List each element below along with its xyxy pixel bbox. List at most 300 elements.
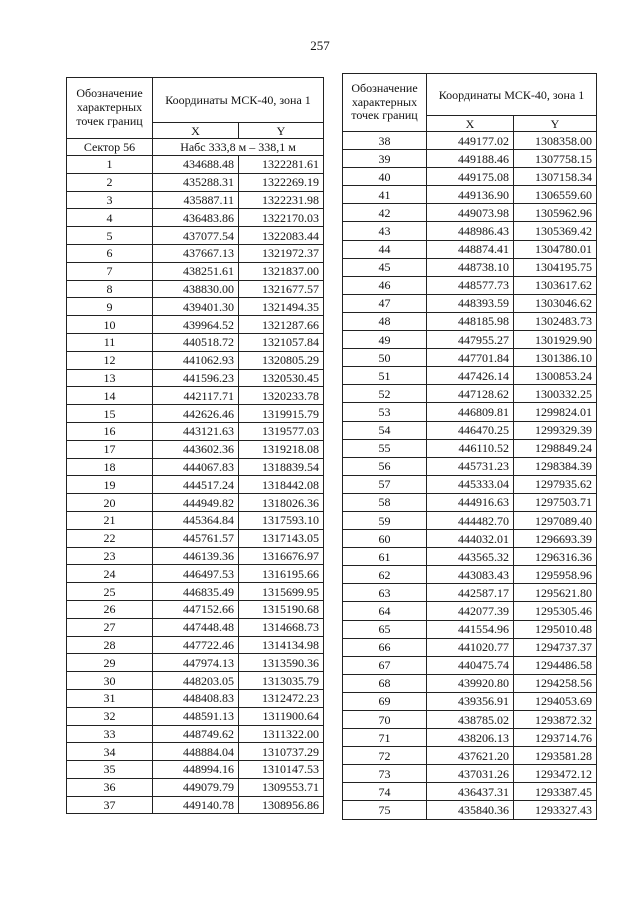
point-number-cell: 34 (67, 743, 153, 761)
point-number-cell: 30 (67, 672, 153, 690)
x-coordinate-cell: 441596.23 (153, 369, 239, 387)
table-row (343, 656, 597, 674)
table-row (343, 168, 597, 186)
y-coordinate-cell: 1293327.43 (514, 801, 597, 819)
point-number-cell: 68 (343, 674, 427, 692)
y-coordinate-cell: 1295010.48 (514, 620, 597, 638)
x-coordinate-cell: 442587.17 (427, 584, 514, 602)
table-row (67, 333, 324, 351)
y-coordinate-cell: 1294737.37 (514, 638, 597, 656)
table-row (343, 294, 597, 312)
x-coordinate-cell: 445333.04 (427, 475, 514, 493)
table-row (343, 692, 597, 710)
table-row (67, 244, 324, 262)
x-coordinate-cell: 449175.08 (427, 168, 514, 186)
x-coordinate-cell: 438251.61 (153, 262, 239, 280)
x-coordinate-cell: 448577.73 (427, 276, 514, 294)
point-number-cell: 48 (343, 312, 427, 330)
x-coordinate-cell: 437621.20 (427, 747, 514, 765)
y-coordinate-cell: 1310737.29 (239, 743, 324, 761)
table-row (67, 227, 324, 245)
y-coordinate-cell: 1313590.36 (239, 654, 324, 672)
y-coordinate-cell: 1294053.69 (514, 692, 597, 710)
x-coordinate-cell: 443083.43 (427, 566, 514, 584)
table-row (67, 351, 324, 369)
point-number-cell: 51 (343, 367, 427, 385)
x-coordinate-cell: 444949.82 (153, 494, 239, 512)
y-coordinate-cell: 1312472.23 (239, 689, 324, 707)
coordinates-title-header: Координаты МСК-40, зона 1 (153, 78, 324, 123)
point-number-cell: 39 (343, 150, 427, 168)
x-coordinate-cell: 444067.83 (153, 458, 239, 476)
table-row (343, 403, 597, 421)
point-number-cell: 18 (67, 458, 153, 476)
x-coordinate-cell: 449140.78 (153, 796, 239, 814)
x-coordinate-cell: 445364.84 (153, 511, 239, 529)
y-coordinate-cell: 1295305.46 (514, 602, 597, 620)
y-coordinate-cell: 1322083.44 (239, 227, 324, 245)
table-row (67, 405, 324, 423)
y-coordinate-cell: 1321057.84 (239, 333, 324, 351)
x-coordinate-cell: 436437.31 (427, 783, 514, 801)
y-coordinate-cell: 1305962.96 (514, 204, 597, 222)
table-row (343, 566, 597, 584)
table-row (343, 620, 597, 638)
y-coordinate-cell: 1318442.08 (239, 476, 324, 494)
point-number-cell: 75 (343, 801, 427, 819)
x-coordinate-cell: 437031.26 (427, 765, 514, 783)
table-row (67, 369, 324, 387)
coordinates-title-header: Координаты МСК-40, зона 1 (427, 74, 597, 116)
x-coordinate-cell: 449188.46 (427, 150, 514, 168)
point-number-cell: 55 (343, 439, 427, 457)
x-coordinate-cell: 447448.48 (153, 618, 239, 636)
table-row (67, 743, 324, 761)
y-coordinate-cell: 1322231.98 (239, 191, 324, 209)
point-number-cell: 72 (343, 747, 427, 765)
y-coordinate-cell: 1294486.58 (514, 656, 597, 674)
table-row (343, 711, 597, 729)
table-row (67, 262, 324, 280)
y-coordinate-cell: 1307758.15 (514, 150, 597, 168)
y-coordinate-cell: 1313035.79 (239, 672, 324, 690)
y-coordinate-cell: 1309553.71 (239, 778, 324, 796)
point-number-cell: 67 (343, 656, 427, 674)
point-number-cell: 25 (67, 583, 153, 601)
point-number-cell: 8 (67, 280, 153, 298)
table-row (343, 204, 597, 222)
point-number-cell: 7 (67, 262, 153, 280)
x-coordinate-cell: 448749.62 (153, 725, 239, 743)
point-number-cell: 11 (67, 333, 153, 351)
table-row (67, 422, 324, 440)
point-number-cell: 64 (343, 602, 427, 620)
point-number-cell: 45 (343, 258, 427, 276)
y-coordinate-cell: 1319577.03 (239, 422, 324, 440)
sector-height-range: Набс 333,8 м – 338,1 м (153, 139, 324, 156)
y-coordinate-cell: 1314134.98 (239, 636, 324, 654)
table-row (343, 258, 597, 276)
x-coordinate-cell: 441062.93 (153, 351, 239, 369)
table-row (67, 387, 324, 405)
y-coordinate-cell: 1321494.35 (239, 298, 324, 316)
y-coordinate-cell: 1322281.61 (239, 156, 324, 174)
x-coordinate-cell: 448393.59 (427, 294, 514, 312)
y-coordinate-cell: 1301929.90 (514, 331, 597, 349)
y-coordinate-cell: 1318839.54 (239, 458, 324, 476)
point-number-cell: 29 (67, 654, 153, 672)
point-number-cell: 19 (67, 476, 153, 494)
table-row (67, 778, 324, 796)
coordinates-table-left (66, 77, 324, 814)
point-number-cell: 13 (67, 369, 153, 387)
table-row (67, 636, 324, 654)
y-coordinate-cell: 1314668.73 (239, 618, 324, 636)
y-coordinate-cell: 1320530.45 (239, 369, 324, 387)
y-coordinate-cell: 1297503.71 (514, 493, 597, 511)
x-coordinate-cell: 448994.16 (153, 761, 239, 779)
x-coordinate-cell: 435840.36 (427, 801, 514, 819)
y-coordinate-cell: 1303617.62 (514, 276, 597, 294)
point-number-cell: 59 (343, 511, 427, 529)
y-coordinate-cell: 1293387.45 (514, 783, 597, 801)
point-number-cell: 28 (67, 636, 153, 654)
x-coordinate-cell: 448185.98 (427, 312, 514, 330)
y-column-header: Y (239, 123, 324, 139)
table-row (67, 565, 324, 583)
y-coordinate-cell: 1319915.79 (239, 405, 324, 423)
point-number-cell: 40 (343, 168, 427, 186)
y-coordinate-cell: 1315699.95 (239, 583, 324, 601)
y-coordinate-cell: 1295958.96 (514, 566, 597, 584)
table-row (343, 240, 597, 258)
point-number-cell: 22 (67, 529, 153, 547)
point-number-cell: 54 (343, 421, 427, 439)
y-coordinate-cell: 1316195.66 (239, 565, 324, 583)
point-number-cell: 56 (343, 457, 427, 475)
x-coordinate-cell: 446835.49 (153, 583, 239, 601)
table-row (343, 276, 597, 294)
table-row (67, 440, 324, 458)
x-coordinate-cell: 447722.46 (153, 636, 239, 654)
point-number-cell: 53 (343, 403, 427, 421)
x-coordinate-cell: 440518.72 (153, 333, 239, 351)
table-row (67, 494, 324, 512)
y-coordinate-cell: 1308358.00 (514, 132, 597, 150)
x-coordinate-cell: 439401.30 (153, 298, 239, 316)
x-coordinate-cell: 441020.77 (427, 638, 514, 656)
y-coordinate-cell: 1296316.36 (514, 548, 597, 566)
y-coordinate-cell: 1320805.29 (239, 351, 324, 369)
point-number-cell: 26 (67, 600, 153, 618)
x-coordinate-cell: 438830.00 (153, 280, 239, 298)
y-coordinate-cell: 1322269.19 (239, 173, 324, 191)
y-coordinate-cell: 1321972.37 (239, 244, 324, 262)
point-number-cell: 17 (67, 440, 153, 458)
x-coordinate-cell: 442077.39 (427, 602, 514, 620)
table-row (343, 331, 597, 349)
table-row (343, 530, 597, 548)
x-coordinate-cell: 436483.86 (153, 209, 239, 227)
point-number-cell: 31 (67, 689, 153, 707)
table-row (67, 316, 324, 334)
point-number-cell: 52 (343, 385, 427, 403)
point-number-cell: 5 (67, 227, 153, 245)
x-coordinate-cell: 447701.84 (427, 349, 514, 367)
point-number-cell: 21 (67, 511, 153, 529)
point-number-cell: 65 (343, 620, 427, 638)
table-row (67, 298, 324, 316)
point-number-cell: 2 (67, 173, 153, 191)
point-number-cell: 23 (67, 547, 153, 565)
page-number: 257 (310, 38, 330, 53)
table-row (67, 707, 324, 725)
x-coordinate-cell: 442117.71 (153, 387, 239, 405)
point-number-cell: 66 (343, 638, 427, 656)
x-coordinate-cell: 449073.98 (427, 204, 514, 222)
x-coordinate-cell: 438785.02 (427, 711, 514, 729)
x-coordinate-cell: 444916.63 (427, 493, 514, 511)
x-coordinate-cell: 447426.14 (427, 367, 514, 385)
x-coordinate-cell: 448986.43 (427, 222, 514, 240)
x-coordinate-cell: 440475.74 (427, 656, 514, 674)
point-number-cell: 37 (67, 796, 153, 814)
x-coordinate-cell: 448203.05 (153, 672, 239, 690)
point-number-cell: 47 (343, 294, 427, 312)
table-row (67, 458, 324, 476)
y-coordinate-cell: 1293472.12 (514, 765, 597, 783)
y-coordinate-cell: 1311900.64 (239, 707, 324, 725)
y-coordinate-cell: 1293872.32 (514, 711, 597, 729)
table-row (67, 761, 324, 779)
x-coordinate-cell: 438206.13 (427, 729, 514, 747)
table-row (67, 654, 324, 672)
point-number-cell: 49 (343, 331, 427, 349)
point-number-cell: 32 (67, 707, 153, 725)
y-coordinate-cell: 1317593.10 (239, 511, 324, 529)
point-number-cell: 1 (67, 156, 153, 174)
x-coordinate-cell: 442626.46 (153, 405, 239, 423)
point-number-cell: 62 (343, 566, 427, 584)
point-number-cell: 41 (343, 186, 427, 204)
table-row (67, 511, 324, 529)
y-coordinate-cell: 1322170.03 (239, 209, 324, 227)
table-row (343, 475, 597, 493)
y-coordinate-cell: 1305369.42 (514, 222, 597, 240)
x-coordinate-cell: 446139.36 (153, 547, 239, 565)
table-row (343, 493, 597, 511)
table-row (343, 801, 597, 819)
y-coordinate-cell: 1296693.39 (514, 530, 597, 548)
x-coordinate-cell: 447955.27 (427, 331, 514, 349)
coordinates-rows-right (343, 132, 597, 820)
table-row (67, 672, 324, 690)
table-row (343, 132, 597, 150)
y-coordinate-cell: 1298849.24 (514, 439, 597, 457)
point-number-cell: 43 (343, 222, 427, 240)
point-number-cell: 20 (67, 494, 153, 512)
x-coordinate-cell: 445761.57 (153, 529, 239, 547)
table-row (343, 150, 597, 168)
table-row (343, 548, 597, 566)
table-row (343, 602, 597, 620)
points-designation-header: Обозначение характерных точек границ (67, 78, 153, 139)
y-coordinate-cell: 1297089.40 (514, 511, 597, 529)
y-coordinate-cell: 1311322.00 (239, 725, 324, 743)
point-number-cell: 14 (67, 387, 153, 405)
point-number-cell: 73 (343, 765, 427, 783)
y-column-header: Y (514, 116, 597, 132)
y-coordinate-cell: 1316676.97 (239, 547, 324, 565)
table-row (67, 600, 324, 618)
point-number-cell: 35 (67, 761, 153, 779)
y-coordinate-cell: 1295621.80 (514, 584, 597, 602)
point-number-cell: 36 (67, 778, 153, 796)
table-row (343, 638, 597, 656)
table-row (343, 421, 597, 439)
table-row (67, 476, 324, 494)
x-coordinate-cell: 446470.25 (427, 421, 514, 439)
x-coordinate-cell: 449177.02 (427, 132, 514, 150)
points-designation-header: Обозначение характерных точек границ (343, 74, 427, 132)
y-coordinate-cell: 1315190.68 (239, 600, 324, 618)
point-number-cell: 42 (343, 204, 427, 222)
table-row (67, 209, 324, 227)
point-number-cell: 69 (343, 692, 427, 710)
table-row (67, 191, 324, 209)
table-row (343, 222, 597, 240)
point-number-cell: 6 (67, 244, 153, 262)
y-coordinate-cell: 1304780.01 (514, 240, 597, 258)
y-coordinate-cell: 1317143.05 (239, 529, 324, 547)
y-coordinate-cell: 1321677.57 (239, 280, 324, 298)
y-coordinate-cell: 1297935.62 (514, 475, 597, 493)
y-coordinate-cell: 1307158.34 (514, 168, 597, 186)
point-number-cell: 70 (343, 711, 427, 729)
table-row (343, 457, 597, 475)
table-row (343, 511, 597, 529)
x-coordinate-cell: 448738.10 (427, 258, 514, 276)
table-row (343, 674, 597, 692)
x-coordinate-cell: 447152.66 (153, 600, 239, 618)
point-number-cell: 33 (67, 725, 153, 743)
x-coordinate-cell: 445731.23 (427, 457, 514, 475)
x-coordinate-cell: 439356.91 (427, 692, 514, 710)
point-number-cell: 60 (343, 530, 427, 548)
x-coordinate-cell: 434688.48 (153, 156, 239, 174)
point-number-cell: 15 (67, 405, 153, 423)
point-number-cell: 46 (343, 276, 427, 294)
y-coordinate-cell: 1300332.25 (514, 385, 597, 403)
x-coordinate-cell: 443602.36 (153, 440, 239, 458)
table-row (343, 385, 597, 403)
table-row (343, 186, 597, 204)
x-coordinate-cell: 449136.90 (427, 186, 514, 204)
y-coordinate-cell: 1299824.01 (514, 403, 597, 421)
y-coordinate-cell: 1318026.36 (239, 494, 324, 512)
table-row (343, 747, 597, 765)
x-coordinate-cell: 439920.80 (427, 674, 514, 692)
point-number-cell: 3 (67, 191, 153, 209)
x-coordinate-cell: 439964.52 (153, 316, 239, 334)
point-number-cell: 10 (67, 316, 153, 334)
x-column-header: X (153, 123, 239, 139)
y-coordinate-cell: 1321837.00 (239, 262, 324, 280)
y-coordinate-cell: 1299329.39 (514, 421, 597, 439)
x-coordinate-cell: 448884.04 (153, 743, 239, 761)
sector-label: Сектор 56 (67, 139, 153, 156)
point-number-cell: 16 (67, 422, 153, 440)
table-row (67, 547, 324, 565)
x-coordinate-cell: 446110.52 (427, 439, 514, 457)
table-row (67, 280, 324, 298)
point-number-cell: 63 (343, 584, 427, 602)
y-coordinate-cell: 1294258.56 (514, 674, 597, 692)
y-coordinate-cell: 1298384.39 (514, 457, 597, 475)
coordinates-rows-left (67, 156, 324, 814)
point-number-cell: 74 (343, 783, 427, 801)
table-row (67, 618, 324, 636)
table-row (67, 689, 324, 707)
y-coordinate-cell: 1304195.75 (514, 258, 597, 276)
x-coordinate-cell: 444517.24 (153, 476, 239, 494)
point-number-cell: 12 (67, 351, 153, 369)
coordinates-table-right (342, 73, 597, 820)
table-row (343, 312, 597, 330)
x-column-header: X (427, 116, 514, 132)
x-coordinate-cell: 444482.70 (427, 511, 514, 529)
x-coordinate-cell: 435887.11 (153, 191, 239, 209)
y-coordinate-cell: 1306559.60 (514, 186, 597, 204)
table-row (67, 583, 324, 601)
x-coordinate-cell: 435288.31 (153, 173, 239, 191)
x-coordinate-cell: 447128.62 (427, 385, 514, 403)
x-coordinate-cell: 447974.13 (153, 654, 239, 672)
point-number-cell: 71 (343, 729, 427, 747)
y-coordinate-cell: 1301386.10 (514, 349, 597, 367)
table-row (343, 729, 597, 747)
x-coordinate-cell: 446809.81 (427, 403, 514, 421)
point-number-cell: 57 (343, 475, 427, 493)
point-number-cell: 24 (67, 565, 153, 583)
x-coordinate-cell: 446497.53 (153, 565, 239, 583)
x-coordinate-cell: 449079.79 (153, 778, 239, 796)
x-coordinate-cell: 444032.01 (427, 530, 514, 548)
y-coordinate-cell: 1319218.08 (239, 440, 324, 458)
x-coordinate-cell: 448591.13 (153, 707, 239, 725)
y-coordinate-cell: 1302483.73 (514, 312, 597, 330)
y-coordinate-cell: 1310147.53 (239, 761, 324, 779)
x-coordinate-cell: 437667.13 (153, 244, 239, 262)
table-row (343, 765, 597, 783)
y-coordinate-cell: 1320233.78 (239, 387, 324, 405)
y-coordinate-cell: 1303046.62 (514, 294, 597, 312)
y-coordinate-cell: 1293581.28 (514, 747, 597, 765)
point-number-cell: 27 (67, 618, 153, 636)
point-number-cell: 9 (67, 298, 153, 316)
point-number-cell: 61 (343, 548, 427, 566)
table-row (343, 783, 597, 801)
y-coordinate-cell: 1308956.86 (239, 796, 324, 814)
point-number-cell: 4 (67, 209, 153, 227)
point-number-cell: 50 (343, 349, 427, 367)
table-row (67, 156, 324, 174)
table-row (343, 584, 597, 602)
y-coordinate-cell: 1300853.24 (514, 367, 597, 385)
x-coordinate-cell: 437077.54 (153, 227, 239, 245)
x-coordinate-cell: 448874.41 (427, 240, 514, 258)
y-coordinate-cell: 1293714.76 (514, 729, 597, 747)
